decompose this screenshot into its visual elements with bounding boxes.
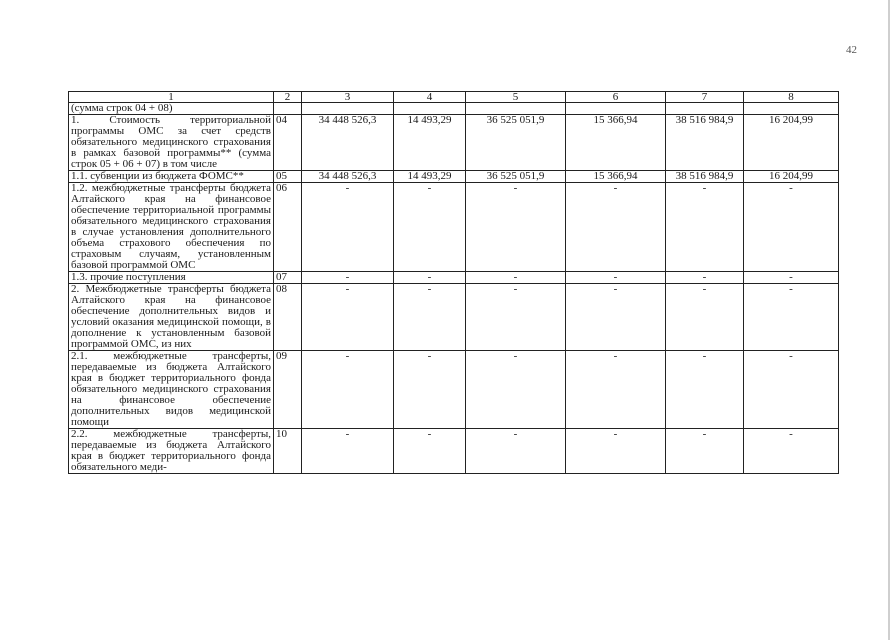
column-header: 8 — [744, 92, 839, 103]
cell-value: 14 493,29 — [394, 171, 466, 183]
header-row — [69, 92, 839, 103]
cell-value: - — [302, 272, 394, 284]
cell-value — [566, 103, 666, 115]
cell-value: 15 366,94 — [566, 171, 666, 183]
row-label: 1.3. прочие поступления — [69, 272, 274, 284]
cell-value: 36 525 051,9 — [466, 171, 566, 183]
cell-value: - — [666, 351, 744, 429]
table-row — [69, 183, 839, 272]
column-header: 7 — [666, 92, 744, 103]
cell-value: 34 448 526,3 — [302, 171, 394, 183]
table-row — [69, 272, 839, 284]
cell-value: - — [302, 351, 394, 429]
page-number: 42 — [846, 44, 857, 56]
cell-value: - — [302, 284, 394, 351]
column-header: 4 — [394, 92, 466, 103]
row-label: 1. Стоимость территориальной программы ОМС за счет средств обязательного медицинского страхования в рамках базовой программы** (сумма строк 05 + 06 + 07) в том числе — [69, 115, 274, 171]
column-header: 6 — [566, 92, 666, 103]
row-label: (сумма строк 04 + 08) — [69, 103, 274, 115]
column-header: 5 — [466, 92, 566, 103]
cell-value: 14 493,29 — [394, 115, 466, 171]
cell-value: - — [744, 272, 839, 284]
column-header: 2 — [274, 92, 302, 103]
cell-value — [666, 103, 744, 115]
cell-value: - — [566, 429, 666, 474]
row-code: 04 — [274, 115, 302, 171]
table-row — [69, 284, 839, 351]
cell-value: - — [394, 351, 466, 429]
table-row — [69, 115, 839, 171]
cell-value: 16 204,99 — [744, 115, 839, 171]
cell-value — [394, 103, 466, 115]
cell-value: 34 448 526,3 — [302, 115, 394, 171]
row-code: 06 — [274, 183, 302, 272]
table-row — [69, 171, 839, 183]
cell-value: - — [302, 183, 394, 272]
row-code: 07 — [274, 272, 302, 284]
cell-value: - — [394, 272, 466, 284]
cell-value: - — [744, 183, 839, 272]
cell-value — [302, 103, 394, 115]
row-label: 2.2. межбюджетные трансферты, передаваемые из бюджета Алтайского края в бюджет территориального фонда обязательного меди- — [69, 429, 274, 474]
cell-value: 36 525 051,9 — [466, 115, 566, 171]
cell-value: - — [566, 284, 666, 351]
row-code: 08 — [274, 284, 302, 351]
cell-value: - — [394, 284, 466, 351]
cell-value: - — [566, 272, 666, 284]
cell-value: - — [566, 351, 666, 429]
cell-value: - — [302, 429, 394, 474]
cell-value: - — [744, 284, 839, 351]
cell-value: 38 516 984,9 — [666, 115, 744, 171]
scan-edge-line — [888, 0, 890, 640]
cell-value: - — [394, 183, 466, 272]
table-row — [69, 351, 839, 429]
cell-value: 38 516 984,9 — [666, 171, 744, 183]
cell-value: - — [666, 183, 744, 272]
cell-value: - — [466, 272, 566, 284]
table-row — [69, 429, 839, 474]
cell-value: - — [466, 429, 566, 474]
cell-value: - — [394, 429, 466, 474]
cell-value: - — [666, 272, 744, 284]
row-code: 09 — [274, 351, 302, 429]
row-label: 1.2. межбюджетные трансферты бюджета Алтайского края на финансовое обеспечение территориальной программы обязательного медицинского страхования в случае установления дополнительного объема страхового обеспечения по страховым случаям, установленным базовой программой ОМС — [69, 183, 274, 272]
cell-value: 16 204,99 — [744, 171, 839, 183]
row-label: 2. Межбюджетные трансферты бюджета Алтайского края на финансовое обеспечение дополнительных видов и условий оказания медицинской помощи, в дополнение к установленным базовой программой ОМС, из них — [69, 284, 274, 351]
cell-value: - — [666, 429, 744, 474]
cell-value: - — [744, 429, 839, 474]
cell-value: - — [744, 351, 839, 429]
column-header: 3 — [302, 92, 394, 103]
cell-value: - — [466, 351, 566, 429]
cell-value: 15 366,94 — [566, 115, 666, 171]
table-row — [69, 103, 839, 115]
cell-value: - — [566, 183, 666, 272]
cell-value — [744, 103, 839, 115]
cell-value: - — [666, 284, 744, 351]
cell-value — [466, 103, 566, 115]
column-header: 1 — [69, 92, 274, 103]
row-label: 2.1. межбюджетные трансферты, передаваемые из бюджета Алтайского края в бюджет территориального фонда обязательного медицинского страхования на финансовое обеспечение дополнительных видов медицинской помощи — [69, 351, 274, 429]
row-code: 05 — [274, 171, 302, 183]
cell-value: - — [466, 183, 566, 272]
budget-table — [68, 91, 839, 474]
row-label: 1.1. субвенции из бюджета ФОМС** — [69, 171, 274, 183]
row-code — [274, 103, 302, 115]
cell-value: - — [466, 284, 566, 351]
row-code: 10 — [274, 429, 302, 474]
